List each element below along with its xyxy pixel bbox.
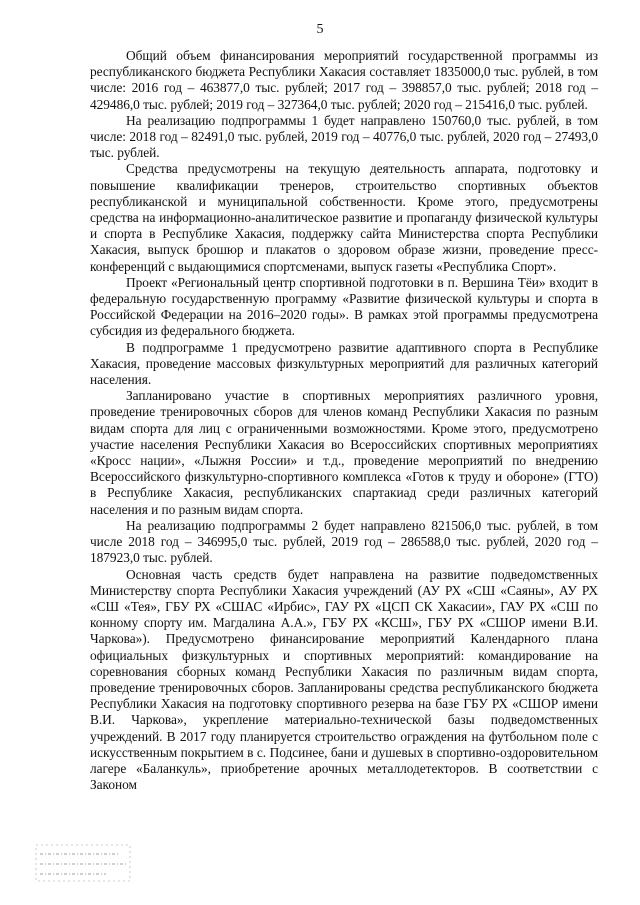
faded-stamp-icon bbox=[34, 842, 134, 884]
page-number: 5 bbox=[316, 22, 324, 37]
paragraph-regional-center-project: Проект «Региональный центр спортивной подготовки в п. Вершина Тёи» входит в федеральную государственную программу «Развитие физической культуры и спорта в Российской Федерации на 2016–2020 годы». В рамках этой программы предусмотрена субсидия из федерального бюджета. bbox=[90, 274, 598, 339]
paragraph-planned-participation: Запланировано участие в спортивных мероприятиях различного уровня, проведение тренировочных сборов для членов команд Республики Хакасия по разным видам спорта для лиц с ограниченными возможностями. Кроме этого, предусмотрено участие населения Республики Хакасия во Всероссийских спортивных мероприятиях «Кросс нации», «Лыжня России» и т.д., проведение мероприятий по внедрению Всероссийского физкультурно-спортивного комплекса «Готов к труду и обороне» (ГТО) в Республике Хакасия, республиканских спартакиад среди различных категорий населения и по разным видам спорта. bbox=[90, 388, 598, 517]
paragraph-subprogram-2-funding: На реализацию подпрограммы 2 будет направлено 821506,0 тыс. рублей, в том числе 2018 год – 346995,0 тыс. рублей, 2019 год – 286588,0 тыс. рублей, 2020 год – 187923,0 тыс. рублей. bbox=[90, 517, 598, 566]
paragraph-total-financing: Общий объем финансирования мероприятий государственной программы из республиканского бюджета Республики Хакасия составляет 1835000,0 тыс. рублей, в том числе: 2016 год – 463877,0 тыс. рублей; 2017 год – 398857,0 тыс. рублей; 2018 год – 429486,0 тыс. рублей; 2019 год – 327364,0 тыс. рублей; 2020 год – 215416,0 тыс. рублей. bbox=[90, 48, 598, 112]
paragraph-main-funds-direction: Основная часть средств будет направлена на развитие подведомственных Министерству спорта Республики Хакасия учреждений (АУ РХ «СШ «Саяны», АУ РХ «СШ «Тея», ГБУ РХ «СШАС «Ирбис», ГАУ РХ «ЦСП СК Хакасии», ГАУ РХ «СШ по конному спорту им. Магдалина А.А.», ГБУ РХ «КСШ», ГБУ РХ «СШОР имени В.И. Чаркова»). Предусмотрено финансирование мероприятий Календарного плана официальных физкультурных и спортивных мероприятий: командирование на соревнования сборных команд Республики Хакасия по различным видам спорта, проведение тренировочных сборов. Запланированы средства республиканского бюджета Республики Хакасия на подготовку спортивного резерва на базе ГБУ РХ «СШОР имени В.И. Чаркова», укрепление материально-технической базы подведомственных учреждений. В 2017 году планируется строительство ограждения на футбольном поле с искусственным покрытием в с. Подсинее, бани и душевых в спортивно-оздоровительном лагере «Баланкуль», приобретение арочных металлодетекторов. В соответствии с Законом bbox=[90, 566, 598, 793]
paragraph-funds-purpose: Средства предусмотрены на текущую деятельность аппарата, подготовку и повышение квалификации тренеров, строительство спортивных объектов республиканской и муниципальной собственности. Кроме этого, предусмотрены средства на информационно-аналитическое развитие и пропаганду физической культуры и спорта в Республике Хакасия, поддержку сайта Министерства спорта Республики Хакасия, выпуск брошюр и плакатов о здоровом образе жизни, проведение пресс-конференций с выдающимися спортсменами, выпуск газеты «Республика Спорт». bbox=[90, 161, 598, 274]
document-body bbox=[90, 48, 598, 793]
paragraph-adaptive-sport: В подпрограмме 1 предусмотрено развитие адаптивного спорта в Республике Хакасия, проведение массовых физкультурных мероприятий для различных категорий населения. bbox=[90, 339, 598, 388]
paragraph-subprogram-1-funding: На реализацию подпрограммы 1 будет направлено 150760,0 тыс. рублей, в том числе: 2018 год – 82491,0 тыс. рублей, 2019 год – 40776,0 тыс. рублей, 2020 год – 27493,0 тыс. рублей. bbox=[90, 112, 598, 161]
